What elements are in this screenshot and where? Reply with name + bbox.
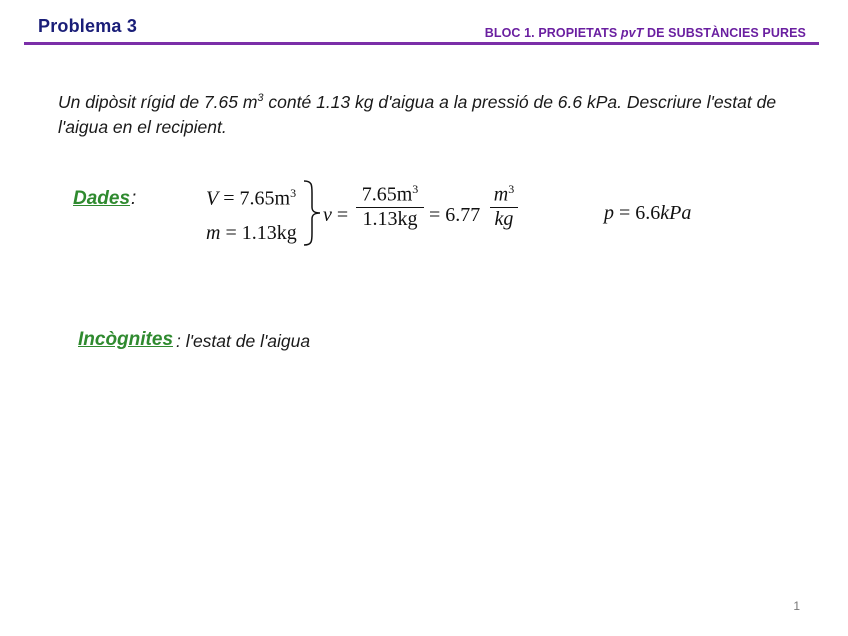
problem-title: Problema 3	[38, 16, 138, 36]
statement-superscript: 3	[257, 92, 264, 105]
equals-sign: =	[331, 204, 349, 226]
unit-fraction	[490, 182, 518, 231]
mass-value: = 1.13kg	[220, 222, 297, 244]
page-number: 1	[793, 599, 800, 613]
pressure-symbol: p	[604, 202, 614, 224]
fraction-exponent: 3	[412, 182, 419, 196]
statement-part2: conté 1.13 kg d'aigua a la pressió de 6.6 kPa. Descriure l'estat de l'aigua en el recipient.	[58, 92, 777, 137]
incognites-label-text: Incògnites	[78, 329, 174, 350]
mass-symbol: m	[206, 222, 221, 244]
specific-volume-equation	[323, 204, 348, 227]
volume-equation	[206, 186, 296, 211]
header-divider	[24, 42, 819, 45]
statement-part1: Un dipòsit rígid de 7.65 m	[58, 92, 258, 112]
specific-volume-result: = 6.77	[429, 204, 481, 226]
right-brace-icon	[300, 179, 324, 247]
unit-denominator	[490, 208, 518, 231]
bloc-italic: pvT	[620, 26, 644, 40]
pressure-unit: kPa	[660, 202, 692, 224]
fraction-numerator	[356, 182, 424, 207]
dades-label-text: Dades	[73, 188, 131, 209]
unit-numerator	[490, 182, 518, 207]
volume-symbol: V	[206, 187, 219, 210]
dades-colon: :	[131, 188, 137, 209]
pressure-value: = 6.6	[614, 202, 661, 224]
unit-numerator-text: m	[493, 183, 509, 206]
bloc-prefix: BLOC 1. PROPIETATS	[484, 26, 621, 40]
fraction-numerator-text: 7.65m	[361, 183, 413, 206]
incognites-text: : l'estat de l'aigua	[176, 331, 311, 351]
unit-denominator-text: kg	[494, 207, 514, 230]
pressure-equation	[604, 202, 691, 225]
dades-label	[73, 188, 130, 210]
incognites-label	[78, 329, 173, 351]
specific-volume-symbol: v	[323, 204, 332, 226]
problem-statement	[58, 90, 798, 140]
volume-value: = 7.65m	[218, 187, 291, 210]
volume-mass-fraction	[356, 182, 424, 231]
section-header	[485, 26, 806, 40]
volume-exponent: 3	[290, 186, 297, 200]
fraction-denominator: 1.13kg	[362, 207, 418, 230]
mass-equation	[206, 222, 297, 245]
bloc-suffix: DE SUBSTÀNCIES PURES	[643, 26, 806, 40]
unit-exponent: 3	[508, 182, 515, 196]
